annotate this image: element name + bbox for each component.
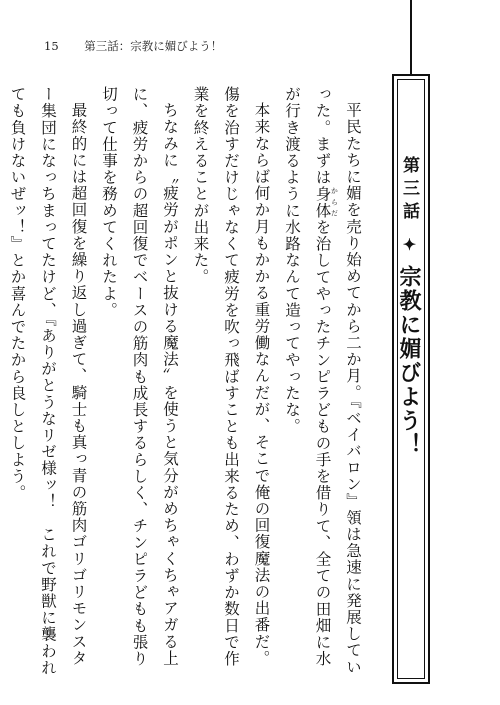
- chapter-title: 宗教に媚びよう！: [396, 265, 422, 457]
- page-number: 15: [44, 39, 59, 53]
- running-title: 第三話：宗教に媚びよう！: [84, 39, 223, 53]
- paragraph-1: 平民たちに媚を売り始めてから二か月。『ベイバロン』領は急速に発展していった。まずは身体 からだを治してやったチンピラどもの手を借りて、全ての田畑に水が行き渡るように水路なんて造ってやったな。: [283, 86, 362, 675]
- chapter-heading: [396, 156, 422, 457]
- paragraph-2: 本来ならば何か月もかかる重労働なんだが、そこで俺の回復魔法の出番だ。傷を治すだけじゃなくて疲労を吹っ飛ばすことも出来るため、わずか数日で作業を終えることが出来た。: [191, 86, 271, 667]
- ornament-icon: ✦: [400, 235, 419, 255]
- chapter-banner: [392, 74, 430, 684]
- furigana: 身体 からだ: [313, 185, 339, 219]
- body-text: [8, 86, 368, 681]
- paragraph-3: ちなみに〝疲労がポンと抜ける魔法〟を使うと気分がめちゃくちゃアガる上に、疲労からの超回復でベースの筋肉も成長するらしく、チンピラどもも張り切って仕事を務めてくれたよ。: [100, 86, 179, 667]
- chapter-number: 第三話: [399, 156, 419, 225]
- paragraph-5: [0, 86, 2, 681]
- paragraph-4: 最終的には超回復を繰り返し過ぎて、騎士も真っ青の筋肉ゴリゴリモンスター集団になっちまってたけど、『ありがとうなリゼ様ッ！ これで野獣に襲われても負けないぜッ！』とか喜んでたから良しとしよう。: [8, 86, 88, 676]
- chapter-marker-line: [410, 0, 412, 74]
- running-header: [44, 38, 222, 54]
